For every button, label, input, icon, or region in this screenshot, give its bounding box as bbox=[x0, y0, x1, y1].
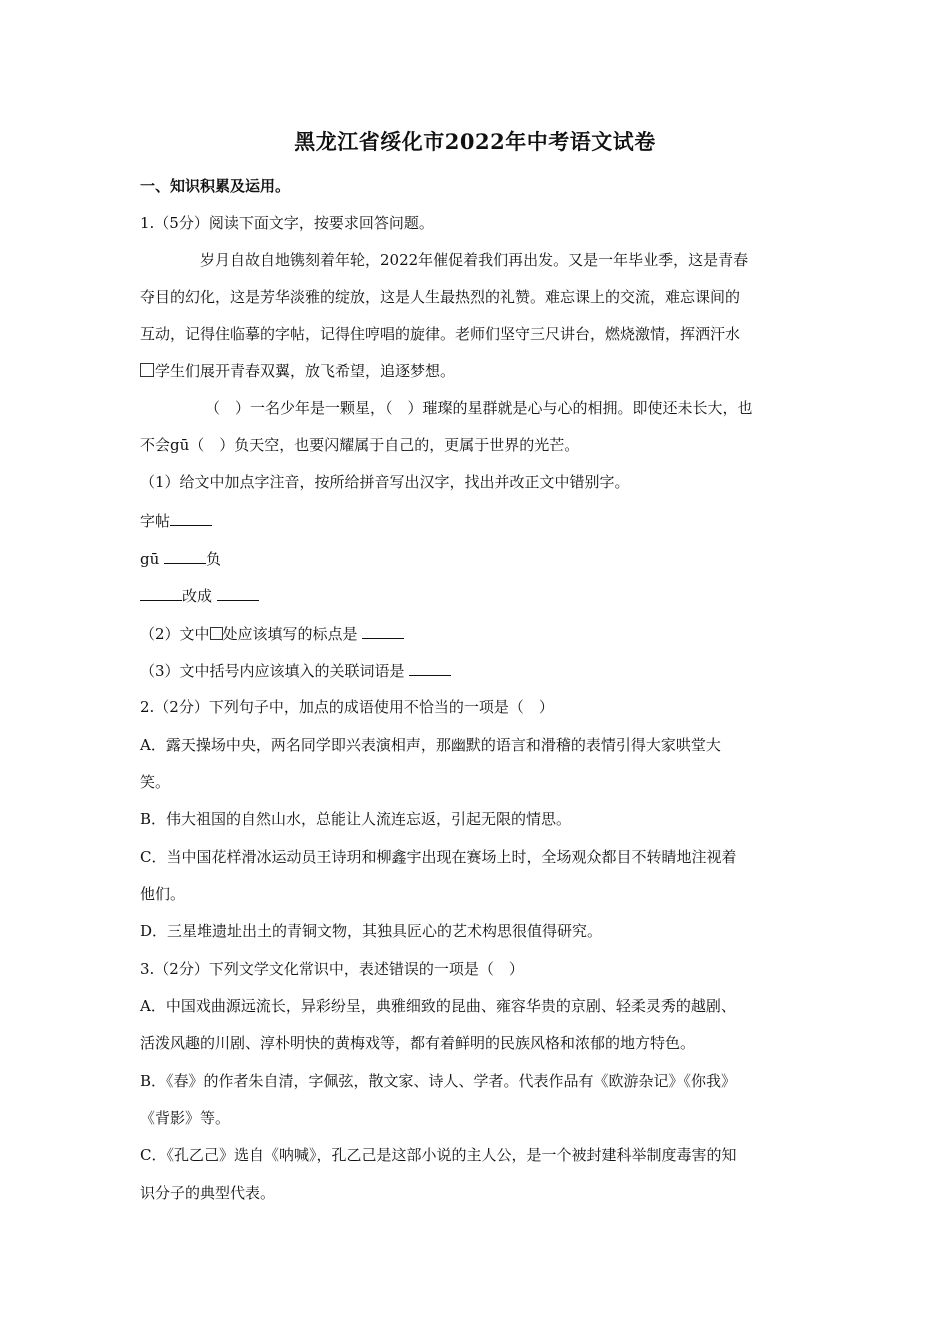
question-3-option-b-line-2: 《背影》等。 bbox=[140, 1109, 231, 1127]
question-2-option-c-line-1: C．当中国花样滑冰运动员王诗玥和柳鑫宇出现在赛场上时，全场观众都目不转睛地注视着 bbox=[140, 848, 737, 866]
question-3-option-c-line-1: C．《孔乙己》选自《呐喊》，孔乙己是这部小说的主人公，是一个被封建科举制度毒害的知 bbox=[140, 1146, 737, 1164]
gu-pinyin: gū bbox=[140, 550, 160, 568]
question-3-option-a-line-2: 活泼风趣的川剧、淳朴明快的黄梅戏等，都有着鲜明的民族风格和浓郁的地方特色。 bbox=[140, 1034, 696, 1052]
punctuation-box-icon bbox=[210, 627, 223, 640]
zitie-label: 字帖 bbox=[140, 512, 171, 530]
sub2-text-a: （2）文中 bbox=[140, 625, 210, 643]
page-title: 黑龙江省绥化市2022年中考语文试卷 bbox=[294, 129, 656, 154]
question-1-sub-2 bbox=[140, 623, 404, 644]
sub3-text: （3）文中括号内应该填入的关联词语是 bbox=[140, 662, 405, 680]
question-1-sub-1: （1）给文中加点字注音，按所给拼音写出汉字，找出并改正文中错别字。 bbox=[140, 473, 630, 491]
sub2-text-b: 处应该填写的标点是 bbox=[222, 625, 358, 643]
punctuation-answer-blank[interactable] bbox=[362, 623, 404, 639]
passage-line-4-text: 学生们展开青春双翼，放飞希望，追逐梦想。 bbox=[155, 362, 456, 380]
wrong-char-blank[interactable] bbox=[140, 585, 182, 601]
question-1-stem: 1.（5分）阅读下面文字，按要求回答问题。 bbox=[140, 214, 434, 232]
gu-suffix: 负 bbox=[206, 550, 222, 568]
passage-line-3: 互动，记得住临摹的字帖，记得住哼唱的旋律。老师们坚守三尺讲台，燃烧激情，挥洒汗水 bbox=[140, 325, 741, 343]
question-3-option-b-line-1: B．《春》的作者朱自清，字佩弦，散文家、诗人、学者。代表作品有《欧游杂记》《你我》 bbox=[140, 1072, 737, 1090]
section-heading: 一、知识积累及运用。 bbox=[140, 177, 291, 195]
answer-line-correction bbox=[140, 585, 259, 606]
question-2-stem: 2.（2分）下列句子中，加点的成语使用不恰当的一项是（ ） bbox=[140, 698, 554, 716]
zitie-answer-blank[interactable] bbox=[170, 510, 212, 526]
answer-line-zitie bbox=[140, 510, 212, 531]
question-1-sub-3 bbox=[140, 660, 451, 681]
passage-line-1: 岁月自故自地镌刻着年轮，2022年催促着我们再出发。又是一年毕业季，这是青春 bbox=[200, 251, 749, 269]
question-2-option-c-line-2: 他们。 bbox=[140, 885, 186, 903]
question-2-option-d: D．三星堆遗址出土的青铜文物，其独具匠心的艺术构思很值得研究。 bbox=[140, 922, 603, 940]
gaicheng-label: 改成 bbox=[182, 587, 213, 605]
answer-line-gu bbox=[140, 548, 221, 569]
question-2-option-a-line-1: A．露天操场中央，两名同学即兴表演相声，那幽默的语言和滑稽的表情引得大家哄堂大 bbox=[140, 736, 721, 754]
question-2-option-a-line-2: 笑。 bbox=[140, 773, 171, 791]
question-3-stem: 3.（2分）下列文学文化常识中，表述错误的一项是（ ） bbox=[140, 960, 524, 978]
question-3-option-a-line-1: A．中国戏曲源远流长，异彩纷呈，典雅细致的昆曲、雍容华贵的京剧、轻柔灵秀的越剧、 bbox=[140, 997, 736, 1015]
question-2-option-b: B．伟大祖国的自然山水，总能让人流连忘返，引起无限的情思。 bbox=[140, 810, 572, 828]
passage2-line-2: 不会gū（ ）负天空，也要闪耀属于自己的，更属于世界的光芒。 bbox=[140, 436, 580, 454]
correct-char-blank[interactable] bbox=[217, 585, 259, 601]
passage-line-4 bbox=[140, 361, 455, 381]
conjunction-answer-blank[interactable] bbox=[409, 660, 451, 676]
passage2-line-1: （ ）一名少年是一颗星，（ ）璀璨的星群就是心与心的相拥。即使还未长大，也 bbox=[205, 399, 753, 417]
question-3-option-c-line-2: 识分子的典型代表。 bbox=[140, 1184, 276, 1202]
passage-line-2: 夺目的幻化，这是芳华淡雅的绽放，这是人生最热烈的礼赞。难忘课上的交流，难忘课间的 bbox=[140, 288, 741, 306]
gu-answer-blank[interactable] bbox=[164, 548, 206, 564]
punctuation-placeholder-box bbox=[140, 363, 154, 377]
